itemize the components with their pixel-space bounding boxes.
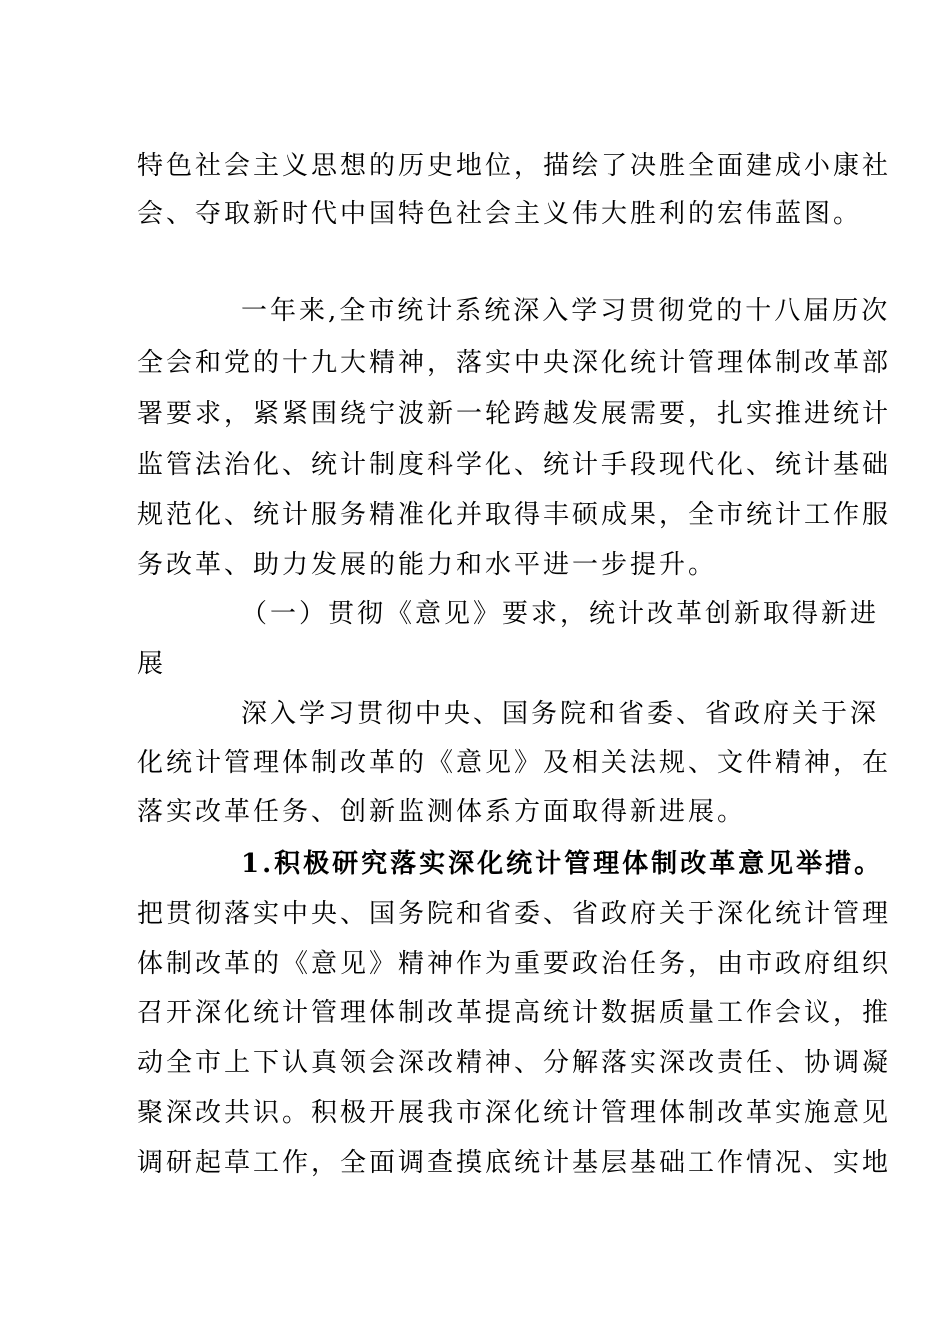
line-text: 一年来,全市统计系统深入学习贯彻党的十八届历次: [241, 296, 891, 326]
line-text: 体制改革的《意见》精神作为重要政治任务，由市政府组织: [137, 949, 892, 979]
line-text: 监管法治化、统计制度科学化、统计手段现代化、统计基础: [137, 450, 892, 480]
line-text: 落实改革任务、创新监测体系方面取得新进展。: [137, 797, 747, 827]
line-text: 1.积极研究落实深化统计管理体制改革意见举措。: [241, 849, 884, 879]
line-text: 务改革、助力发展的能力和水平进一步提升。: [137, 550, 718, 580]
line-text: 动全市上下认真领会深改精神、分解落实深改责任、协调凝: [137, 1048, 892, 1078]
line-text: 署要求，紧紧围绕宁波新一轮跨越发展需要，扎实推进统计: [137, 399, 892, 429]
line-text: 全会和党的十九大精神，落实中央深化统计管理体制改革部: [137, 348, 892, 378]
line-text: 规范化、统计服务精准化并取得丰硕成果，全市统计工作服: [137, 500, 892, 530]
line-text: （一）贯彻《意见》要求，统计改革创新取得新进: [241, 599, 880, 629]
line-text: 聚深改共识。积极开展我市深化统计管理体制改革实施意见: [137, 1098, 892, 1128]
line-text: 展: [137, 649, 167, 679]
line-text: 召开深化统计管理体制改革提高统计数据质量工作会议，推: [137, 998, 892, 1028]
line-text: 深入学习贯彻中央、国务院和省委、省政府关于深: [241, 699, 880, 729]
line-text: 调研起草工作，全面调查摸底统计基层基础工作情况、实地: [137, 1148, 892, 1178]
line-text: 化统计管理体制改革的《意见》及相关法规、文件精神，在: [137, 748, 892, 778]
line-text: 特色社会主义思想的历史地位，描绘了决胜全面建成小康社: [137, 151, 892, 181]
line-text: 会、夺取新时代中国特色社会主义伟大胜利的宏伟蓝图。: [137, 199, 863, 229]
line-text: 把贯彻落实中央、国务院和省委、省政府关于深化统计管理: [137, 899, 892, 929]
